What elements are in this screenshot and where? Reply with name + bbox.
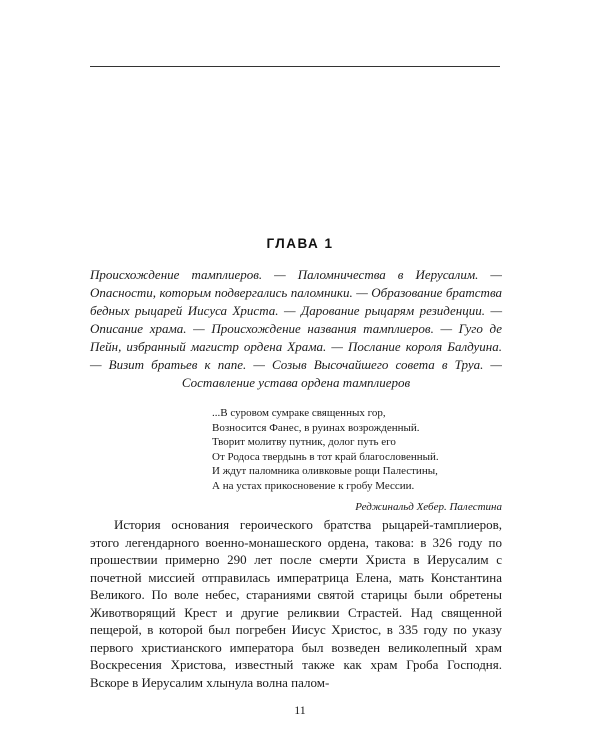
chapter-title: ГЛАВА 1 bbox=[266, 236, 334, 251]
epigraph-line: Творит молитву путник, долог путь его bbox=[212, 436, 396, 449]
epigraph-line: Возносится Фанес, в руинах возрожденный. bbox=[212, 421, 420, 434]
epigraph-line: ...В суровом сумраке священных гор, bbox=[212, 407, 386, 419]
epigraph-attribution: Реджинальд Хебер. Палестина bbox=[355, 500, 502, 513]
body-paragraph: История основания героического братства рыцарей-тамплиеров, этого легендарного военно-монашеского ордена, такова: в 326 году по прошествии примерно 290 лет после смерти Христа в Иерусалим с почетной миссией отправилась императрица Елена, мать Константина Великого. По воле небес, стараниями святой старицы были обретены Животворящий Крест и другие реликвии Страстей. Над священной пещерой, в которой был погребен Иисус Христос, в 335 году по указу первого христианского императора был возведен великолепный храм Воскресения Христова, известный также как храм Гроба Господня. Вскоре в Иерусалим хлынула волна палом- bbox=[90, 517, 502, 690]
epigraph-line: От Родоса твердынь в тот край благословенный. bbox=[212, 450, 439, 463]
epigraph bbox=[212, 406, 502, 514]
chapter-synopsis: Происхождение тамплиеров. — Паломничества в Иерусалим. — Опасности, которым подвергались паломники. — Образование братства бедных рыцарей Иисуса Христа. — Дарование рыцарям резиденции. — Описание храма. — Происхождение названия тамплиеров. — Гуго де Пейн, избранный магистр ордена Храма. — Послание короля Балдуина. — Визит братьев к папе. — Созыв Высочайшего совета в Труа. — Составление устава ордена тамплиеров bbox=[90, 267, 502, 390]
page-number: 11 bbox=[294, 703, 306, 717]
epigraph-line: И ждут паломника оливковые рощи Палестины, bbox=[212, 465, 438, 478]
epigraph-line: А на устах прикосновение к гробу Мессии. bbox=[212, 479, 415, 492]
header-rule bbox=[90, 66, 500, 67]
